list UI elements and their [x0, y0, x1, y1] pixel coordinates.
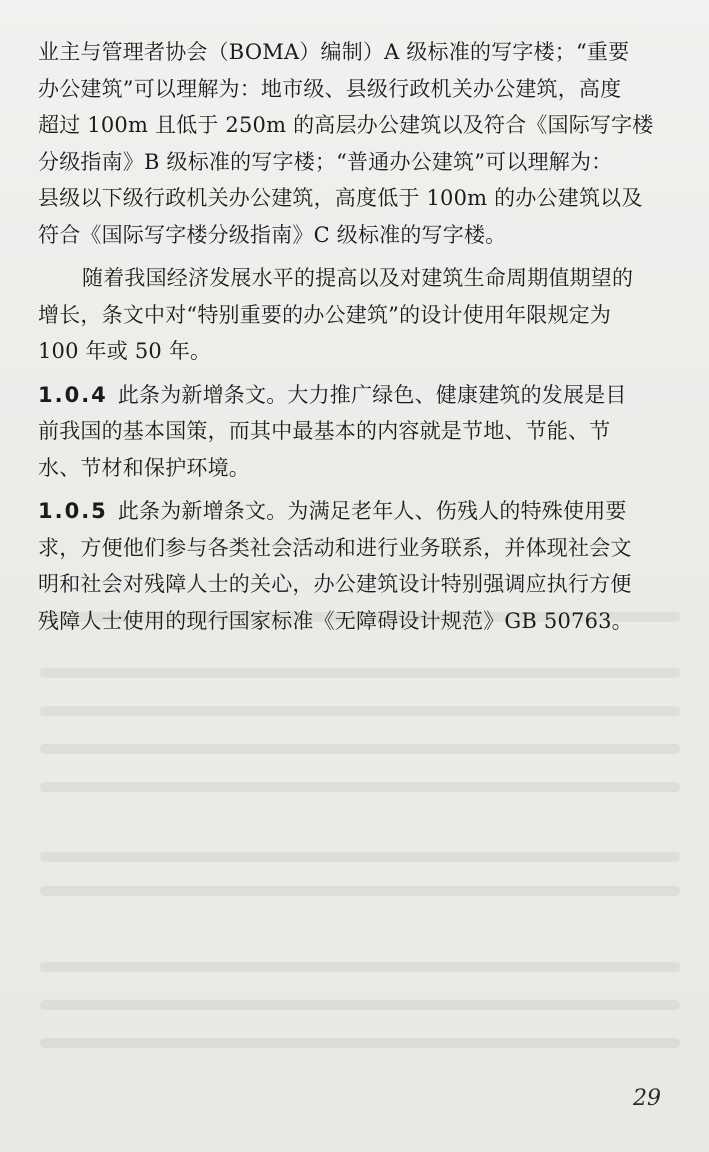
- show-through-line: [40, 744, 680, 754]
- text-line: 此条为新增条文。为满足老年人、伤残人的特殊使用要: [117, 499, 627, 523]
- show-through-line: [40, 1000, 680, 1010]
- text-line: 前我国的基本国策，而其中最基本的内容就是节地、节能、节: [38, 419, 611, 443]
- text-line: 县级以下级行政机关办公建筑，高度低于 100m 的办公建筑以及: [38, 186, 643, 210]
- text-line: 明和社会对残障人士的关心，办公建筑设计特别强调应执行方便: [38, 572, 632, 596]
- clause-number: 1.0.4: [38, 382, 108, 407]
- text-line: 残障人士使用的现行国家标准《无障碍设计规范》GB 50763。: [38, 608, 633, 633]
- show-through-line: [40, 782, 680, 792]
- text-line: 业主与管理者协会（BOMA）编制）A 级标准的写字楼；“重要: [38, 40, 630, 64]
- text-line: 办公建筑”可以理解为：地市级、县级行政机关办公建筑，高度: [38, 76, 622, 101]
- show-through-line: [40, 852, 680, 862]
- text-line: 超过 100m 且低于 250m 的高层办公建筑以及符合《国际写字楼: [38, 113, 654, 137]
- show-through-line: [40, 886, 680, 896]
- page-number: 29: [633, 1086, 661, 1111]
- text-line: 增长，条文中对“特别重要的办公建筑”的设计使用年限规定为: [38, 302, 612, 327]
- clause-number: 1.0.5: [38, 499, 108, 523]
- text-line: 求，方便他们参与各类社会活动和进行业务联系，并体现社会文: [38, 535, 632, 560]
- show-through-line: [40, 1038, 680, 1048]
- text-line: 分级指南》B 级标准的写字楼；“普通办公建筑”可以理解为：: [38, 149, 613, 174]
- paragraph-service-life: [38, 260, 678, 370]
- clause-1-0-4: [38, 377, 678, 487]
- show-through-line: [40, 668, 680, 678]
- show-through-line: [40, 962, 680, 972]
- text-line: 符合《国际写字楼分级指南》C 级标准的写字楼。: [38, 222, 507, 247]
- text-line: 随着我国经济发展水平的提高以及对建筑生命周期值期望的: [82, 266, 634, 290]
- show-through-line: [40, 706, 680, 716]
- clause-1-0-5: [38, 493, 678, 639]
- paragraph-boma-definitions: [38, 34, 678, 253]
- text-line: 水、节材和保护环境。: [38, 455, 250, 480]
- text-line: 此条为新增条文。大力推广绿色、健康建筑的发展是目: [117, 382, 627, 407]
- body-text: [38, 34, 678, 639]
- text-line: 100 年或 50 年。: [38, 339, 212, 363]
